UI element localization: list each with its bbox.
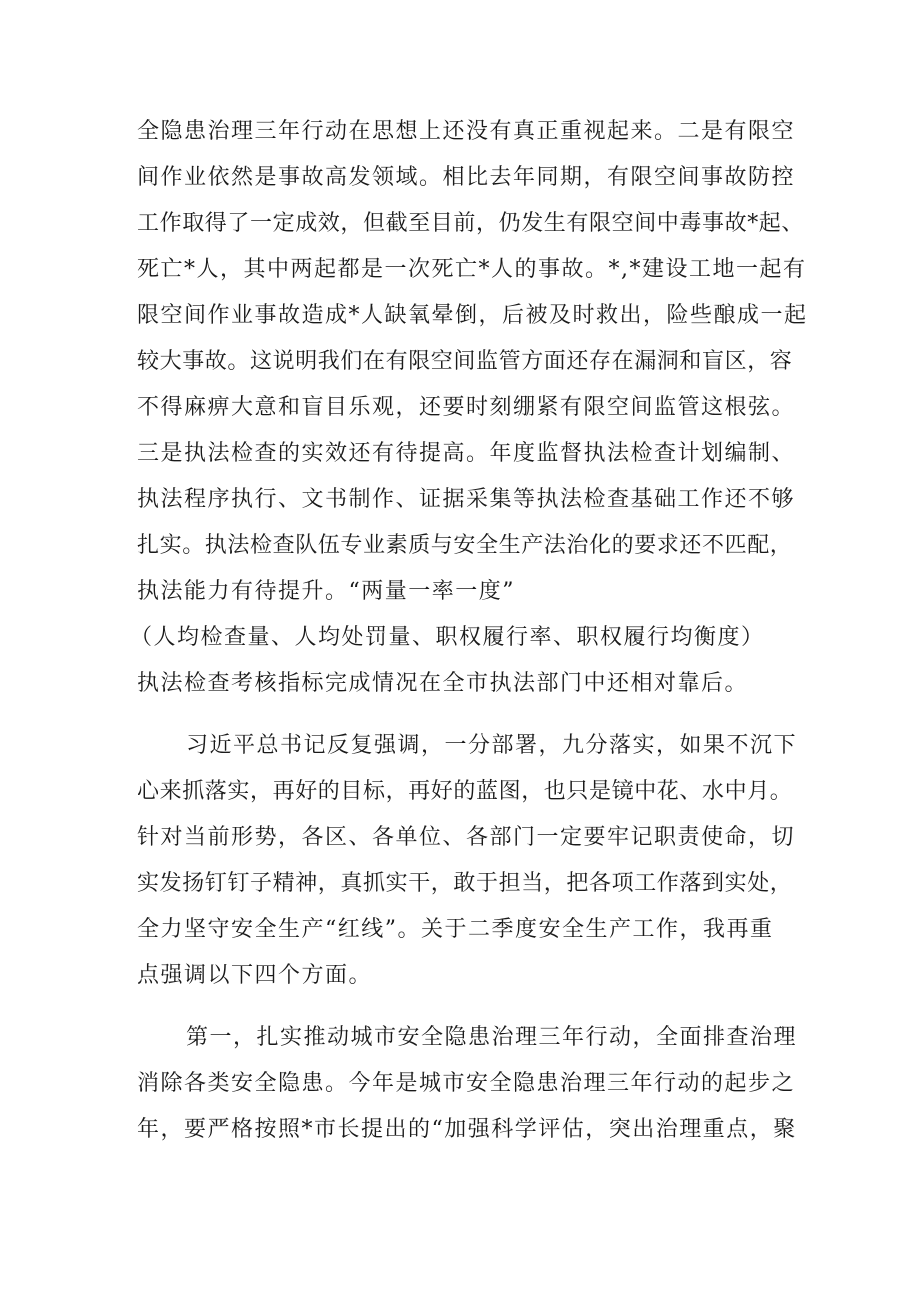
text-line: 不得麻痹大意和盲目乐观，还要时刻绷紧有限空间监管这根弦。 [137,395,796,420]
text-line: 较大事故。这说明我们在有限空间监管方面还存在漏洞和盲区，容 [137,349,793,374]
text-line: 针对当前形势，各区、各单位、各部门一定要牢记职责使命，切 [137,825,796,850]
text-line: （人均检查量、人均处罚量、职权履行率、职权履行均衡度） [130,625,765,650]
text-line: 执法能力有待提升。“两量一率一度” [137,579,515,604]
text-line: 扎实。执法检查队伍专业素质与安全生产法治化的要求还不匹配， [137,533,793,558]
text-line: 年，要严格按照*市长提出的“加强科学评估，突出治理重点，聚 [137,1117,797,1142]
text-line: 限空间作业事故造成*人缺氧晕倒，后被及时救出，险些酿成一起 [137,303,808,328]
text-line: 间作业依然是事故高发领域。相比去年同期，有限空间事故防控 [137,165,796,190]
text-line: 全力坚守安全生产“红线”。关于二季度安全生产工作，我再重 [137,917,774,942]
text-line: 心来抓落实，再好的目标，再好的蓝图，也只是镜中花、水中月。 [137,779,793,804]
text-line: 全隐患治理三年行动在思想上还没有真正重视起来。二是有限空 [137,119,796,144]
text-line: 实发扬钉钉子精神，真抓实干，敢于担当，把各项工作落到实处， [137,871,793,896]
text-line: 执法检查考核指标完成情况在全市执法部门中还相对靠后。 [137,671,749,696]
text-line: 三是执法检查的实效还有待提高。年度监督执法检查计划编制、 [137,441,796,466]
text-line: 点强调以下四个方面。 [137,963,373,988]
text-line: 执法程序执行、文书制作、证据采集等执法检查基础工作还不够 [137,487,796,512]
paragraph-first-line: 习近平总书记反复强调，一分部署，九分落实，如果不沉下 [186,733,798,758]
text-line: 消除各类安全隐患。今年是城市安全隐患治理三年行动的起步之 [137,1071,796,1096]
text-line: 死亡*人，其中两起都是一次死亡*人的事故。*,*建设工地一起有 [137,257,807,282]
text-line: 工作取得了一定成效，但截至目前，仍发生有限空间中毒事故*起、 [137,211,805,236]
paragraph-first-line: 第一，扎实推动城市安全隐患治理三年行动，全面排查治理 [186,1025,798,1050]
